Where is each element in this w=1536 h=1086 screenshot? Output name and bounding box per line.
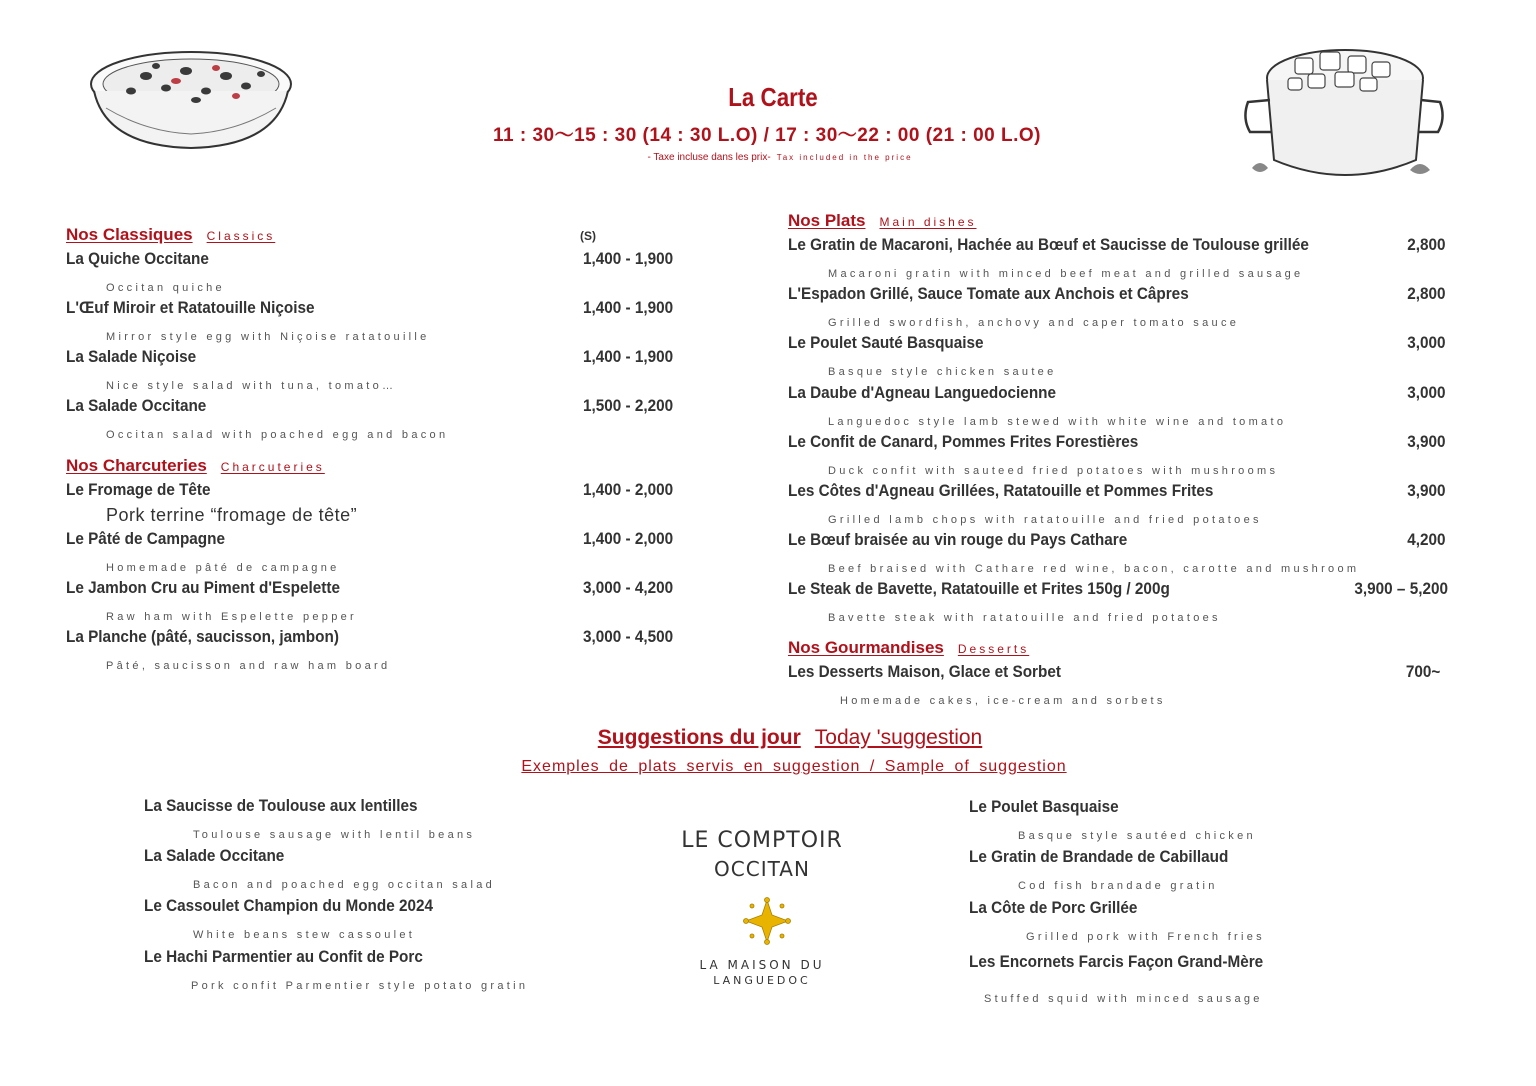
menu-item-price: 2,800 [1407, 284, 1446, 303]
suggestions-subtitle: Exemples de plats servis en suggestion / Sample of suggestion [521, 758, 1067, 775]
section-title-fr: Nos Charcuteries [66, 456, 207, 475]
suggestions-title-en: Today 'suggestion [814, 726, 983, 749]
menu-item-name: La Salade Niçoise [66, 347, 197, 366]
menu-item-name: La Planche (pâté, saucisson, jambon) [66, 627, 339, 646]
menu-item-price: 1,400 - 2,000 [582, 529, 673, 548]
suggestion-item-desc: White beans stew cassoulet [193, 929, 416, 941]
suggestion-item-name: La Saucisse de Toulouse aux lentilles [144, 796, 418, 815]
menu-item-price: 3,900 – 5,200 [1354, 579, 1448, 598]
menu-item-desc: Languedoc style lamb stewed with white wine and tomato [828, 416, 1287, 428]
menu-item-name: La Salade Occitane [66, 396, 207, 415]
logo-line-2: OCCITAN [714, 857, 810, 881]
cooking-pot-illustration [1240, 40, 1446, 190]
section-title-en: Classics [206, 229, 276, 243]
suggestion-item-name: La Côte de Porc Grillée [969, 898, 1138, 917]
menu-item-desc: Pork terrine “fromage de tête” [106, 505, 358, 525]
menu-item-desc: Bavette steak with ratatouille and fried potatoes [828, 612, 1221, 624]
menu-item-name: Le Bœuf braisée au vin rouge du Pays Cathare [788, 530, 1128, 549]
suggestion-item-name: La Salade Occitane [144, 846, 285, 865]
suggestions-title-fr: Suggestions du jour [597, 726, 801, 749]
menu-item-price: 3,000 [1407, 383, 1446, 402]
menu-item-price: 3,000 - 4,200 [582, 578, 673, 597]
section-heading-charcuteries [66, 456, 325, 476]
suggestion-item-name: Le Poulet Basquaise [969, 797, 1119, 816]
menu-item-desc: Homemade pâté de campagne [106, 562, 340, 574]
menu-item-price: 3,900 [1407, 481, 1446, 500]
menu-item-desc: Duck confit with sauteed fried potatoes with mushrooms [828, 465, 1279, 477]
section-heading-gourmandises [788, 638, 1029, 658]
tax-note [0, 152, 1536, 163]
section-heading-plats [788, 211, 977, 231]
occitan-cross-icon [742, 896, 792, 946]
menu-item-desc: Pâté, saucisson and raw ham board [106, 660, 391, 672]
menu-item-price: 1,400 - 1,900 [582, 249, 673, 268]
logo-line-3: LA MAISON DU [699, 958, 825, 972]
section-heading-classiques [66, 225, 275, 245]
menu-item-name: Les Desserts Maison, Glace et Sorbet [788, 662, 1061, 681]
size-label: (S) [580, 229, 596, 243]
menu-item-price: 3,000 [1407, 333, 1446, 352]
menu-item-desc: Grilled lamb chops with ratatouille and fried potatoes [828, 514, 1262, 526]
menu-item-desc: Raw ham with Espelette pepper [106, 611, 358, 623]
section-title-en: Charcuteries [220, 460, 325, 474]
opening-hours: 11 : 30～15 : 30 (14 : 30 L.O) / 17 : 30～22 : 00 (21 : 00 L.O) [493, 125, 1041, 146]
menu-item-price: 3,900 [1407, 432, 1446, 451]
menu-item-name: Le Jambon Cru au Piment d'Espelette [66, 578, 341, 597]
page-title: La Carte [728, 82, 818, 112]
menu-item-price: 4,200 [1407, 530, 1446, 549]
menu-item-name: L'Œuf Miroir et Ratatouille Niçoise [66, 298, 315, 317]
suggestion-item-desc: Toulouse sausage with lentil beans [193, 829, 476, 841]
section-title-fr: Nos Gourmandises [788, 638, 944, 657]
menu-item-desc: Occitan salad with poached egg and bacon [106, 429, 449, 441]
tax-note-fr: - Taxe incluse dans les prix- [647, 152, 771, 163]
menu-item-desc: Occitan quiche [106, 282, 225, 294]
restaurant-logo [662, 820, 862, 995]
suggestion-item-name: Le Gratin de Brandade de Cabillaud [969, 847, 1229, 866]
suggestions-heading [0, 726, 1536, 750]
section-title-en: Desserts [957, 642, 1030, 656]
section-title-fr: Nos Classiques [66, 225, 193, 244]
suggestion-item-desc: Bacon and poached egg occitan salad [193, 879, 496, 891]
menu-item-desc: Beef braised with Cathare red wine, bacon, carotte and mushroom [828, 563, 1360, 575]
suggestion-item-name: Le Hachi Parmentier au Confit de Porc [144, 947, 423, 966]
menu-item-price: 1,400 - 1,900 [582, 298, 673, 317]
suggestion-item-desc: Cod fish brandade gratin [1018, 880, 1218, 892]
menu-item-desc: Basque style chicken sautee [828, 366, 1057, 378]
menu-item-name: Le Fromage de Tête [66, 480, 211, 499]
suggestion-item-desc: Stuffed squid with minced sausage [984, 993, 1263, 1005]
menu-item-name: Le Confit de Canard, Pommes Frites Forestières [788, 432, 1139, 451]
suggestion-item-desc: Pork confit Parmentier style potato gratin [191, 980, 529, 992]
menu-item-price: 1,400 - 2,000 [582, 480, 673, 499]
tax-note-en: Tax included in the price [776, 153, 913, 162]
menu-item-desc: Nice style salad with tuna, tomato… [106, 380, 397, 392]
section-title-en: Main dishes [879, 215, 977, 229]
suggestion-item-name: Les Encornets Farcis Façon Grand-Mère [969, 952, 1264, 971]
suggestion-item-desc: Basque style sautéed chicken [1018, 830, 1256, 842]
menu-item-desc: Mirror style egg with Niçoise ratatouille [106, 331, 430, 343]
menu-item-name: Le Steak de Bavette, Ratatouille et Frites 150g / 200g [788, 579, 1170, 598]
menu-item-name: Le Poulet Sauté Basquaise [788, 333, 984, 352]
menu-item-desc: Macaroni gratin with minced beef meat and grilled sausage [828, 268, 1304, 280]
menu-item-price: 1,500 - 2,200 [582, 396, 673, 415]
menu-item-price: 3,000 - 4,500 [582, 627, 673, 646]
suggestion-item-desc: Grilled pork with French fries [1026, 931, 1265, 943]
menu-item-name: Le Pâté de Campagne [66, 529, 226, 548]
logo-line-1: LE COMPTOIR [681, 828, 843, 853]
menu-item-price: 700~ [1405, 662, 1440, 681]
logo-line-4: LANGUEDOC [713, 974, 811, 987]
menu-item-desc: Grilled swordfish, anchovy and caper tomato sauce [828, 317, 1240, 329]
menu-item-price: 2,800 [1407, 235, 1446, 254]
menu-item-desc: Homemade cakes, ice-cream and sorbets [840, 695, 1166, 707]
menu-item-name: Les Côtes d'Agneau Grillées, Ratatouille et Pommes Frites [788, 481, 1214, 500]
menu-item-name: La Daube d'Agneau Languedocienne [788, 383, 1057, 402]
menu-item-name: La Quiche Occitane [66, 249, 209, 268]
section-title-fr: Nos Plats [788, 211, 866, 230]
menu-item-name: Le Gratin de Macaroni, Hachée au Bœuf et Saucisse de Toulouse grillée [788, 235, 1309, 254]
suggestion-item-name: Le Cassoulet Champion du Monde 2024 [144, 896, 434, 915]
menu-item-name: L'Espadon Grillé, Sauce Tomate aux Anchois et Câpres [788, 284, 1189, 303]
menu-item-price: 1,400 - 1,900 [582, 347, 673, 366]
